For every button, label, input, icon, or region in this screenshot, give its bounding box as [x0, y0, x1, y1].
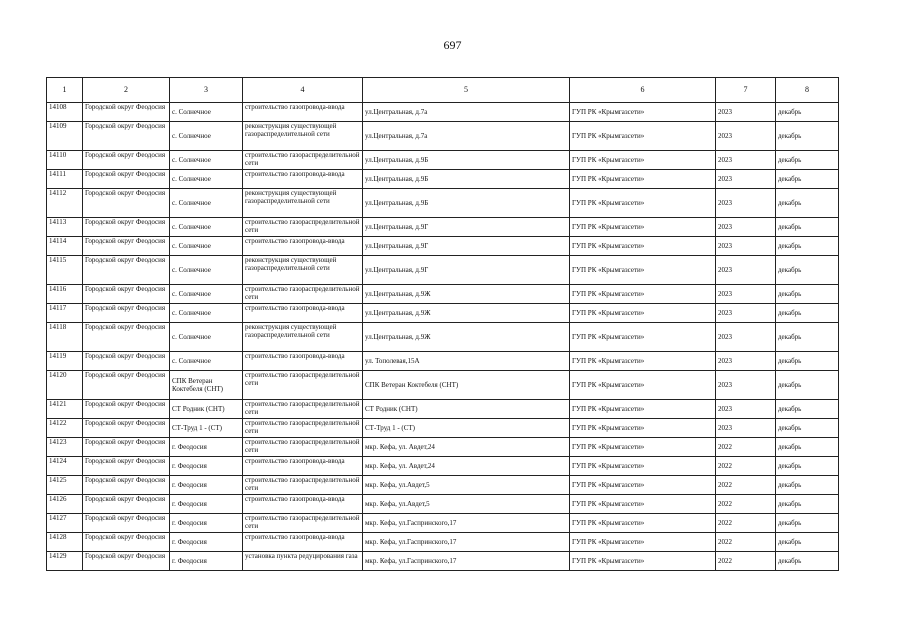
row-number-cell: 14127	[47, 514, 83, 533]
month-cell: декабрь	[776, 189, 839, 218]
work-type-cell: строительство газораспределительной сети	[243, 514, 363, 533]
settlement-cell: СТ-Труд 1 - (СТ)	[170, 419, 243, 438]
organization-cell: ГУП РК «Крымгазсети»	[570, 285, 716, 304]
settlement-cell: СТ Родник (СНТ)	[170, 400, 243, 419]
work-type-cell: строительство газораспределительной сети	[243, 371, 363, 400]
municipality-cell: Городской округ Феодосия	[83, 151, 170, 170]
table-row	[47, 438, 839, 457]
address-cell: мкр. Кефа, ул.Гаспринского,17	[363, 552, 570, 571]
month-cell: декабрь	[776, 218, 839, 237]
organization-cell: ГУП РК «Крымгазсети»	[570, 476, 716, 495]
year-cell: 2023	[716, 151, 776, 170]
work-type-cell: строительство газораспределительной сети	[243, 285, 363, 304]
column-header: 4	[243, 78, 363, 103]
table-row	[47, 170, 839, 189]
table-row	[47, 400, 839, 419]
table-row	[47, 552, 839, 571]
work-type-cell: строительство газопровода-ввода	[243, 304, 363, 323]
month-cell: декабрь	[776, 438, 839, 457]
organization-cell: ГУП РК «Крымгазсети»	[570, 189, 716, 218]
address-cell: ул.Центральная, д.7а	[363, 122, 570, 151]
organization-cell: ГУП РК «Крымгазсети»	[570, 256, 716, 285]
work-type-cell: строительство газораспределительной сети	[243, 476, 363, 495]
row-number-cell: 14113	[47, 218, 83, 237]
work-type-cell: установка пункта редуцирования газа	[243, 552, 363, 571]
row-number-cell: 14128	[47, 533, 83, 552]
month-cell: декабрь	[776, 533, 839, 552]
row-number-cell: 14126	[47, 495, 83, 514]
year-cell: 2023	[716, 237, 776, 256]
address-cell: СТ Родник (СНТ)	[363, 400, 570, 419]
municipality-cell: Городской округ Феодосия	[83, 285, 170, 304]
table-row	[47, 103, 839, 122]
address-cell: ул.Центральная, д.9Г	[363, 218, 570, 237]
work-type-cell: строительство газораспределительной сети	[243, 151, 363, 170]
work-type-cell: строительство газопровода-ввода	[243, 352, 363, 371]
settlement-cell: г. Феодосия	[170, 514, 243, 533]
year-cell: 2022	[716, 533, 776, 552]
settlement-cell: с. Солнечное	[170, 218, 243, 237]
table-row	[47, 304, 839, 323]
municipality-cell: Городской округ Феодосия	[83, 218, 170, 237]
work-type-cell: строительство газопровода-ввода	[243, 103, 363, 122]
row-number-cell: 14122	[47, 419, 83, 438]
year-cell: 2023	[716, 400, 776, 419]
work-type-cell: реконструкция существующей газораспределительной сети	[243, 189, 363, 218]
year-cell: 2023	[716, 103, 776, 122]
table-row	[47, 419, 839, 438]
settlement-cell: г. Феодосия	[170, 533, 243, 552]
year-cell: 2023	[716, 304, 776, 323]
row-number-cell: 14119	[47, 352, 83, 371]
municipality-cell: Городской округ Феодосия	[83, 256, 170, 285]
organization-cell: ГУП РК «Крымгазсети»	[570, 218, 716, 237]
row-number-cell: 14124	[47, 457, 83, 476]
row-number-cell: 14110	[47, 151, 83, 170]
row-number-cell: 14111	[47, 170, 83, 189]
settlement-cell: с. Солнечное	[170, 122, 243, 151]
organization-cell: ГУП РК «Крымгазсети»	[570, 151, 716, 170]
address-cell: СПК Ветеран Коктебеля (СНТ)	[363, 371, 570, 400]
month-cell: декабрь	[776, 514, 839, 533]
year-cell: 2022	[716, 457, 776, 476]
year-cell: 2023	[716, 285, 776, 304]
month-cell: декабрь	[776, 476, 839, 495]
table-row	[47, 151, 839, 170]
address-cell: ул.Центральная, д.7а	[363, 103, 570, 122]
municipality-cell: Городской округ Феодосия	[83, 371, 170, 400]
row-number-cell: 14125	[47, 476, 83, 495]
month-cell: декабрь	[776, 495, 839, 514]
settlement-cell: с. Солнечное	[170, 256, 243, 285]
address-cell: мкр. Кефа, ул.Гаспринского,17	[363, 533, 570, 552]
address-cell: мкр. Кефа, ул.Авдет,5	[363, 495, 570, 514]
municipality-cell: Городской округ Феодосия	[83, 170, 170, 189]
address-cell: мкр. Кефа, ул.Гаспринского,17	[363, 514, 570, 533]
address-cell: ул.Центральная, д.9Ж	[363, 323, 570, 352]
address-cell: ул.Центральная, д.9Г	[363, 237, 570, 256]
organization-cell: ГУП РК «Крымгазсети»	[570, 533, 716, 552]
municipality-cell: Городской округ Феодосия	[83, 552, 170, 571]
column-header: 1	[47, 78, 83, 103]
settlement-cell: с. Солнечное	[170, 304, 243, 323]
table-row	[47, 457, 839, 476]
table-row	[47, 533, 839, 552]
address-cell: ул.Центральная, д.9Б	[363, 189, 570, 218]
month-cell: декабрь	[776, 323, 839, 352]
organization-cell: ГУП РК «Крымгазсети»	[570, 552, 716, 571]
month-cell: декабрь	[776, 285, 839, 304]
table-row	[47, 323, 839, 352]
column-header: 3	[170, 78, 243, 103]
month-cell: декабрь	[776, 457, 839, 476]
settlement-cell: СПК Ветеран Коктебеля (СНТ)	[170, 371, 243, 400]
header-row	[47, 78, 839, 103]
year-cell: 2022	[716, 514, 776, 533]
year-cell: 2023	[716, 256, 776, 285]
work-type-cell: строительство газопровода-ввода	[243, 495, 363, 514]
month-cell: декабрь	[776, 419, 839, 438]
settlement-cell: с. Солнечное	[170, 285, 243, 304]
settlement-cell: с. Солнечное	[170, 103, 243, 122]
column-header: 6	[570, 78, 716, 103]
municipality-cell: Городской округ Феодосия	[83, 495, 170, 514]
row-number-cell: 14118	[47, 323, 83, 352]
municipality-cell: Городской округ Феодосия	[83, 438, 170, 457]
municipality-cell: Городской округ Феодосия	[83, 304, 170, 323]
table-row	[47, 256, 839, 285]
address-cell: мкр. Кефа, ул. Авдет,24	[363, 457, 570, 476]
settlement-cell: с. Солнечное	[170, 352, 243, 371]
year-cell: 2023	[716, 352, 776, 371]
municipality-cell: Городской округ Феодосия	[83, 514, 170, 533]
municipality-cell: Городской округ Феодосия	[83, 323, 170, 352]
month-cell: декабрь	[776, 371, 839, 400]
work-type-cell: строительство газопровода-ввода	[243, 533, 363, 552]
address-cell: СТ-Труд 1 - (СТ)	[363, 419, 570, 438]
address-cell: ул.Центральная, д.9Г	[363, 256, 570, 285]
column-header: 2	[83, 78, 170, 103]
table-row	[47, 476, 839, 495]
month-cell: декабрь	[776, 256, 839, 285]
work-type-cell: строительство газораспределительной сети	[243, 438, 363, 457]
year-cell: 2023	[716, 122, 776, 151]
month-cell: декабрь	[776, 151, 839, 170]
organization-cell: ГУП РК «Крымгазсети»	[570, 323, 716, 352]
settlement-cell: с. Солнечное	[170, 189, 243, 218]
row-number-cell: 14121	[47, 400, 83, 419]
row-number-cell: 14112	[47, 189, 83, 218]
municipality-cell: Городской округ Феодосия	[83, 352, 170, 371]
month-cell: декабрь	[776, 400, 839, 419]
year-cell: 2023	[716, 419, 776, 438]
organization-cell: ГУП РК «Крымгазсети»	[570, 170, 716, 189]
settlement-cell: г. Феодосия	[170, 552, 243, 571]
organization-cell: ГУП РК «Крымгазсети»	[570, 304, 716, 323]
municipality-cell: Городской округ Феодосия	[83, 419, 170, 438]
row-number-cell: 14117	[47, 304, 83, 323]
settlement-cell: с. Солнечное	[170, 237, 243, 256]
month-cell: декабрь	[776, 103, 839, 122]
work-type-cell: реконструкция существующей газораспределительной сети	[243, 122, 363, 151]
year-cell: 2023	[716, 189, 776, 218]
settlement-cell: г. Феодосия	[170, 438, 243, 457]
row-number-cell: 14114	[47, 237, 83, 256]
address-cell: ул.Центральная, д.9Ж	[363, 285, 570, 304]
settlement-cell: г. Феодосия	[170, 476, 243, 495]
work-type-cell: реконструкция существующей газораспределительной сети	[243, 323, 363, 352]
organization-cell: ГУП РК «Крымгазсети»	[570, 237, 716, 256]
table-row	[47, 122, 839, 151]
work-type-cell: реконструкция существующей газораспределительной сети	[243, 256, 363, 285]
row-number-cell: 14108	[47, 103, 83, 122]
table-row	[47, 371, 839, 400]
month-cell: декабрь	[776, 237, 839, 256]
organization-cell: ГУП РК «Крымгазсети»	[570, 495, 716, 514]
organization-cell: ГУП РК «Крымгазсети»	[570, 438, 716, 457]
year-cell: 2022	[716, 438, 776, 457]
municipality-cell: Городской округ Феодосия	[83, 103, 170, 122]
registry-table	[46, 77, 839, 571]
settlement-cell: с. Солнечное	[170, 323, 243, 352]
month-cell: декабрь	[776, 304, 839, 323]
organization-cell: ГУП РК «Крымгазсети»	[570, 352, 716, 371]
year-cell: 2023	[716, 323, 776, 352]
settlement-cell: с. Солнечное	[170, 151, 243, 170]
month-cell: декабрь	[776, 552, 839, 571]
table-row	[47, 352, 839, 371]
address-cell: мкр. Кефа, ул. Авдет,24	[363, 438, 570, 457]
municipality-cell: Городской округ Феодосия	[83, 457, 170, 476]
organization-cell: ГУП РК «Крымгазсети»	[570, 457, 716, 476]
municipality-cell: Городской округ Феодосия	[83, 237, 170, 256]
row-number-cell: 14129	[47, 552, 83, 571]
row-number-cell: 14109	[47, 122, 83, 151]
municipality-cell: Городской округ Феодосия	[83, 476, 170, 495]
work-type-cell: строительство газопровода-ввода	[243, 457, 363, 476]
address-cell: ул.Центральная, д.9Б	[363, 170, 570, 189]
organization-cell: ГУП РК «Крымгазсети»	[570, 103, 716, 122]
organization-cell: ГУП РК «Крымгазсети»	[570, 122, 716, 151]
work-type-cell: строительство газопровода-ввода	[243, 237, 363, 256]
work-type-cell: строительство газопровода-ввода	[243, 170, 363, 189]
organization-cell: ГУП РК «Крымгазсети»	[570, 371, 716, 400]
column-header: 7	[716, 78, 776, 103]
table-row	[47, 514, 839, 533]
work-type-cell: строительство газораспределительной сети	[243, 400, 363, 419]
municipality-cell: Городской округ Феодосия	[83, 189, 170, 218]
settlement-cell: г. Феодосия	[170, 457, 243, 476]
year-cell: 2022	[716, 495, 776, 514]
address-cell: мкр. Кефа, ул.Авдет,5	[363, 476, 570, 495]
settlement-cell: с. Солнечное	[170, 170, 243, 189]
table-row	[47, 218, 839, 237]
page-number: 697	[443, 38, 462, 52]
month-cell: декабрь	[776, 170, 839, 189]
work-type-cell: строительство газораспределительной сети	[243, 218, 363, 237]
organization-cell: ГУП РК «Крымгазсети»	[570, 514, 716, 533]
table-row	[47, 237, 839, 256]
year-cell: 2023	[716, 218, 776, 237]
year-cell: 2022	[716, 552, 776, 571]
organization-cell: ГУП РК «Крымгазсети»	[570, 419, 716, 438]
table-row	[47, 189, 839, 218]
year-cell: 2023	[716, 170, 776, 189]
municipality-cell: Городской округ Феодосия	[83, 122, 170, 151]
month-cell: декабрь	[776, 122, 839, 151]
row-number-cell: 14116	[47, 285, 83, 304]
table-row	[47, 495, 839, 514]
year-cell: 2022	[716, 476, 776, 495]
municipality-cell: Городской округ Феодосия	[83, 533, 170, 552]
address-cell: ул.Центральная, д.9Ж	[363, 304, 570, 323]
column-header: 5	[363, 78, 570, 103]
municipality-cell: Городской округ Феодосия	[83, 400, 170, 419]
column-header: 8	[776, 78, 839, 103]
organization-cell: ГУП РК «Крымгазсети»	[570, 400, 716, 419]
row-number-cell: 14115	[47, 256, 83, 285]
address-cell: ул. Тополевая,15А	[363, 352, 570, 371]
row-number-cell: 14123	[47, 438, 83, 457]
table-row	[47, 285, 839, 304]
work-type-cell: строительство газораспределительной сети	[243, 419, 363, 438]
year-cell: 2023	[716, 371, 776, 400]
settlement-cell: г. Феодосия	[170, 495, 243, 514]
row-number-cell: 14120	[47, 371, 83, 400]
address-cell: ул.Центральная, д.9Б	[363, 151, 570, 170]
month-cell: декабрь	[776, 352, 839, 371]
